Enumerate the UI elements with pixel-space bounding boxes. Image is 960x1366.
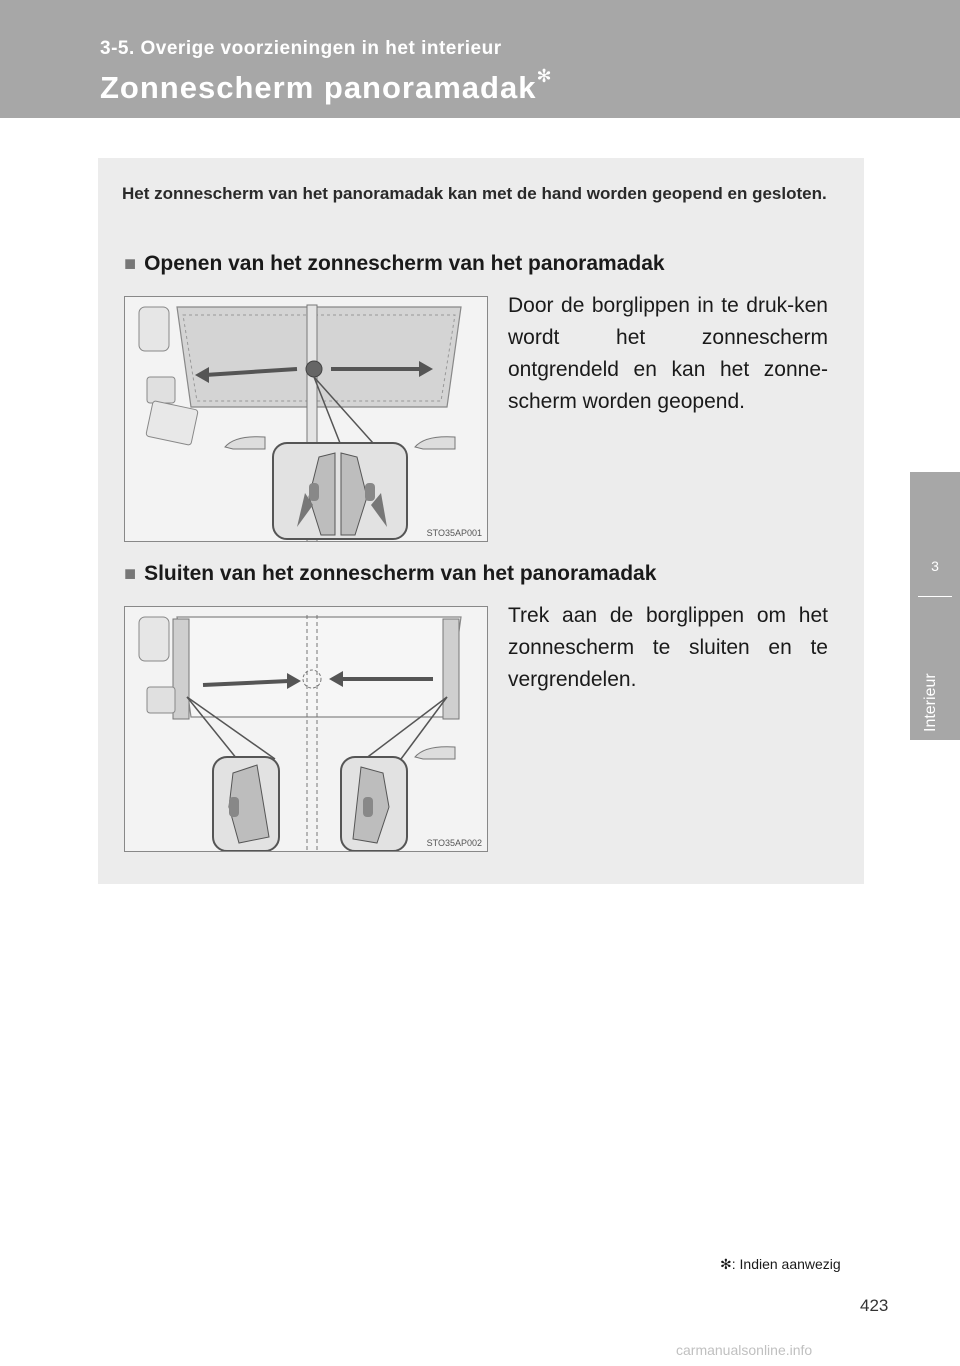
section-text-open: Door de borglippen in te druk-ken wordt het zonnescherm ontgrendeld en kan het zonne-scherm worden geopend. bbox=[508, 294, 828, 413]
figure-close-sunshade bbox=[124, 606, 488, 852]
figure-open-sunshade bbox=[124, 296, 488, 542]
title-asterisk: ✻ bbox=[536, 66, 553, 86]
figure-code: STO35AP002 bbox=[426, 838, 482, 848]
footnote-text: : Indien aanwezig bbox=[731, 1256, 841, 1272]
watermark: carmanualsonline.info bbox=[676, 1342, 813, 1358]
section-label: 3-5. Overige voorzieningen in het interieur bbox=[100, 38, 502, 59]
tab-divider bbox=[918, 596, 952, 597]
page-header bbox=[0, 0, 960, 118]
square-bullet-icon: ■ bbox=[124, 563, 137, 585]
chapter-label: Interieur bbox=[922, 673, 939, 732]
chapter-tab bbox=[910, 472, 960, 740]
section-text-close: Trek aan de borglippen om het zonnescherm te sluiten en te vergrendelen. bbox=[508, 604, 828, 691]
footnote bbox=[720, 1256, 841, 1273]
figure-code: STO35AP001 bbox=[426, 528, 482, 538]
section-heading-text: Openen van het zonnescherm van het panoramadak bbox=[144, 252, 665, 275]
section-heading-close bbox=[124, 562, 656, 586]
square-bullet-icon: ■ bbox=[124, 253, 137, 275]
page-title-text: Zonnescherm panoramadak bbox=[100, 70, 537, 105]
page-title bbox=[100, 66, 553, 106]
chapter-number: 3 bbox=[931, 558, 939, 574]
section-heading-open bbox=[124, 252, 665, 276]
intro-text: Het zonnescherm van het panoramadak kan met de hand worden geopend en gesloten. bbox=[122, 184, 827, 203]
sunshade-close-illustration bbox=[125, 607, 488, 852]
section-heading-text: Sluiten van het zonnescherm van het panoramadak bbox=[144, 562, 657, 585]
footnote-asterisk: ✻ bbox=[720, 1256, 732, 1272]
page-number: 423 bbox=[860, 1296, 889, 1315]
sunshade-open-illustration bbox=[125, 297, 488, 542]
